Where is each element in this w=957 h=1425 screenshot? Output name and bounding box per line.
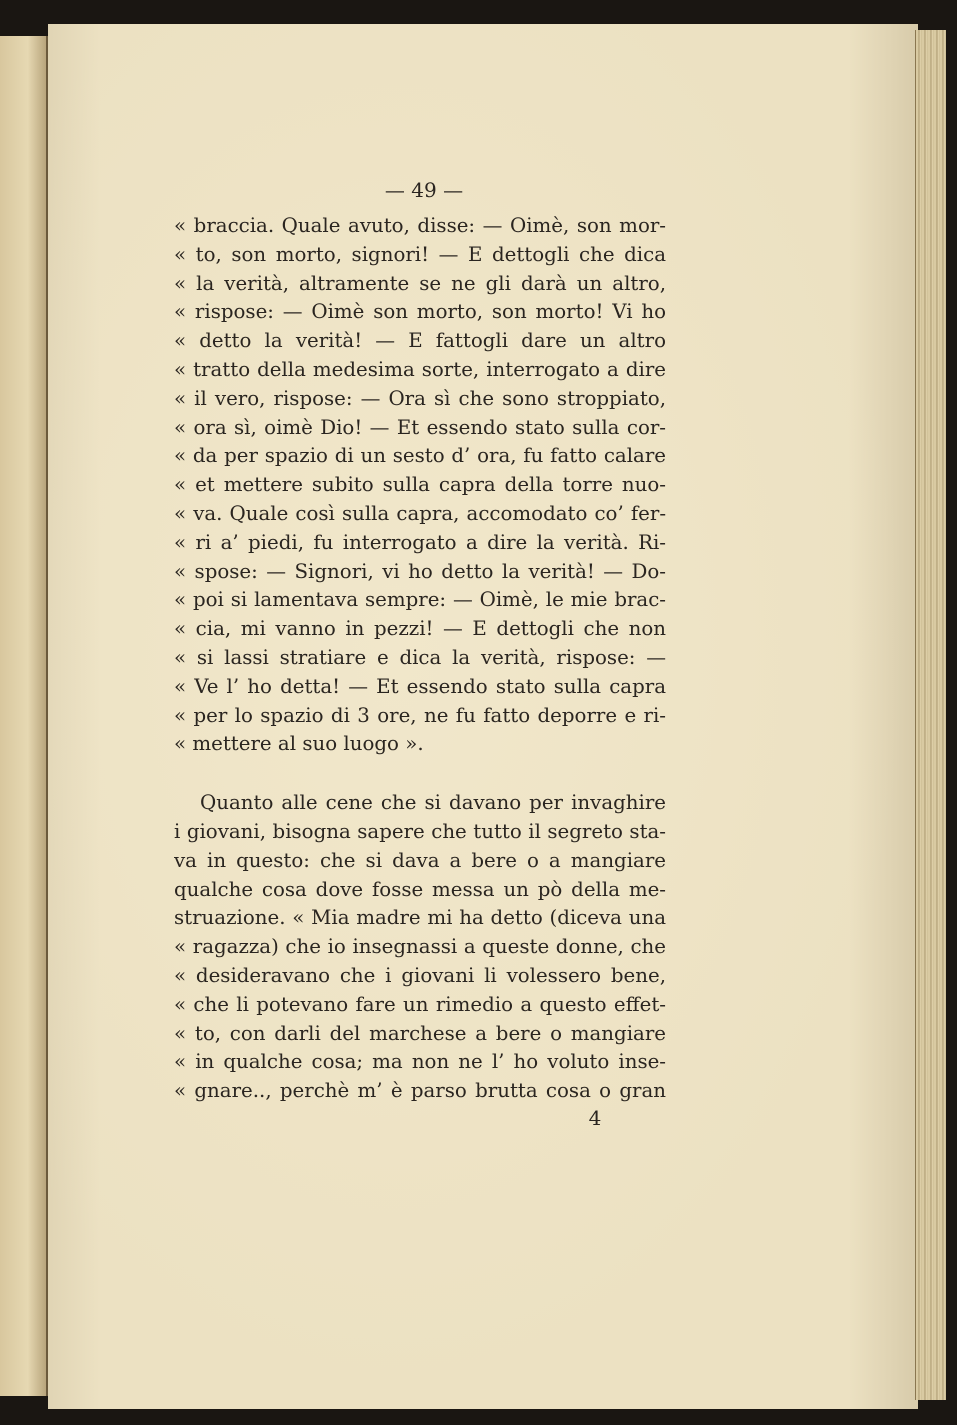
text-line: i giovani, bisogna sapere che tutto il segreto sta- bbox=[174, 819, 666, 843]
text-line: « la verità, altramente se ne gli darà un altro, bbox=[174, 271, 666, 295]
paragraph bbox=[174, 789, 666, 1106]
page-number: — 49 — bbox=[384, 178, 464, 202]
text-line: « per lo spazio di 3 ore, ne fu fatto deporre e ri- bbox=[174, 703, 666, 727]
text-line: « ri a’ piedi, fu interrogato a dire la verità. Ri- bbox=[174, 530, 666, 554]
signature-mark: 4 bbox=[588, 1106, 602, 1130]
text-line: struazione. « Mia madre mi ha detto (diceva una bbox=[174, 906, 666, 930]
text-line: « detto la verità! — E fattogli dare un altro bbox=[174, 329, 666, 353]
text-body bbox=[174, 212, 666, 1106]
text-line: « va. Quale così sulla capra, accomodato co’ fer- bbox=[174, 501, 666, 525]
text-line: « spose: — Signori, vi ho detto la verità! — Do- bbox=[174, 559, 666, 583]
text-line: va in questo: che si dava a bere o a mangiare bbox=[174, 848, 666, 872]
text-line: « Ve l’ ho detta! — Et essendo stato sulla capra bbox=[174, 674, 666, 698]
paragraph-gap bbox=[174, 759, 666, 789]
text-line: « braccia. Quale avuto, disse: — Oimè, son mor- bbox=[174, 214, 666, 237]
text-line: « rispose: — Oimè son morto, son morto! Vi ho bbox=[174, 300, 666, 324]
text-line: « in qualche cosa; ma non ne l’ ho voluto inse- bbox=[174, 1050, 666, 1074]
text-line: qualche cosa dove fosse messa un pò della me- bbox=[174, 877, 666, 901]
text-line: « to, son morto, signori! — E dettogli che dica bbox=[174, 242, 666, 266]
text-line: « desideravano che i giovani li volessero bene, bbox=[174, 963, 666, 987]
quoted-testimony bbox=[174, 212, 666, 759]
text-line: « ora sì, oimè Dio! — Et essendo stato sulla cor- bbox=[174, 415, 666, 439]
text-line: « poi si lamentava sempre: — Oimè, le mie brac- bbox=[174, 588, 666, 612]
text-line: « to, con darli del marchese a bere o mangiare bbox=[174, 1021, 666, 1045]
text-line: « et mettere subito sulla capra della torre nuo- bbox=[174, 473, 666, 497]
text-line: « il vero, rispose: — Ora sì che sono stroppiato, bbox=[174, 386, 666, 410]
text-line: « si lassi stratiare e dica la verità, rispose: — bbox=[174, 645, 666, 669]
text-line: « gnare.., perchè m’ è parso brutta cosa o gran bbox=[174, 1079, 666, 1103]
text-line: Quanto alle cene che si davano per invaghire bbox=[200, 791, 666, 815]
text-line: « che li potevano fare un rimedio a questo effet- bbox=[174, 992, 666, 1016]
previous-page-edge bbox=[0, 36, 48, 1396]
page-stack-edge bbox=[915, 30, 946, 1400]
text-line: « tratto della medesima sorte, interrogato a dire bbox=[174, 357, 666, 381]
text-line: « mettere al suo luogo ». bbox=[174, 732, 424, 756]
text-line: « cia, mi vanno in pezzi! — E dettogli che non bbox=[174, 617, 666, 641]
text-line: « ragazza) che io insegnassi a queste donne, che bbox=[174, 935, 666, 959]
text-line: « da per spazio di un sesto d’ ora, fu fatto calare bbox=[174, 444, 666, 468]
